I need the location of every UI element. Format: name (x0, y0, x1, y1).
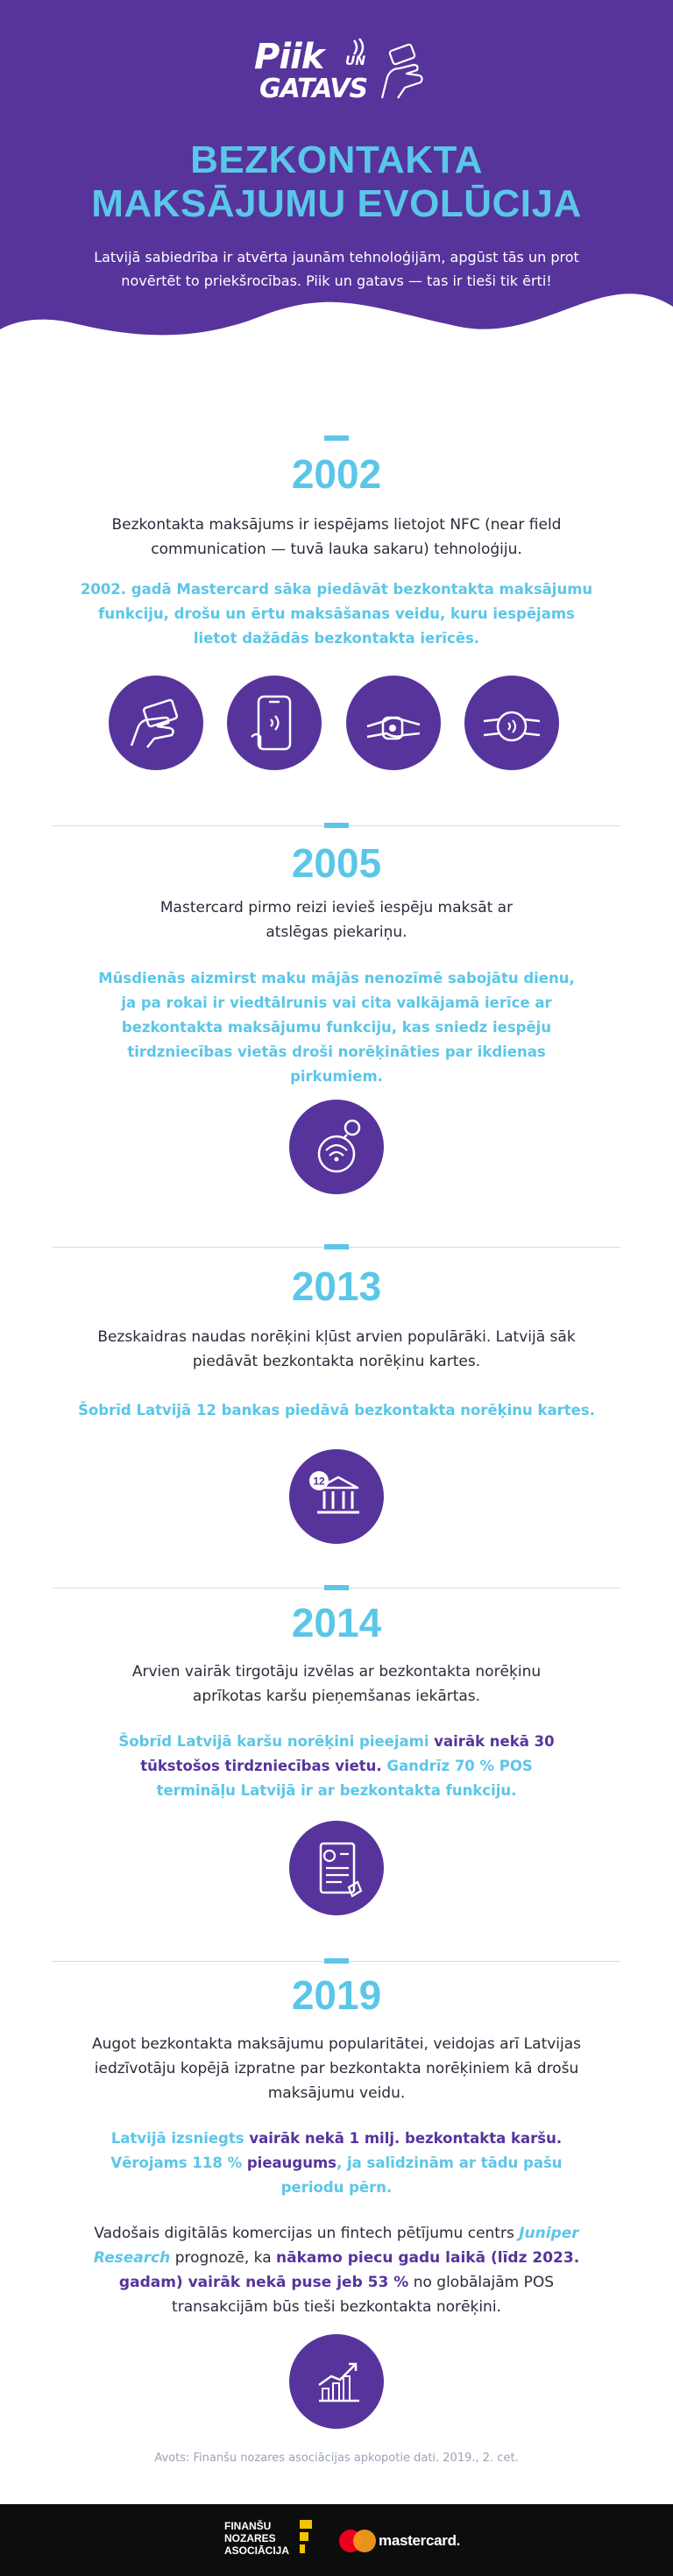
section-2013-highlight: Šobrīd Latvijā 12 bankas piedāvā bezkontakta norēķinu kartes. (78, 1402, 595, 1419)
section-2002-highlight: 2002. gadā Mastercard sāka piedāvāt bezkontakta maksājumu funkciju, drošu un ērtu maksāšanas veidu, kuru iespējams lietot dažādās bezkontakta ierīcēs. (80, 581, 593, 647)
card-in-hand-icon (109, 676, 203, 770)
section-2019-highlight-c: Vērojams 118 % (110, 2155, 247, 2171)
section-2014-highlight-c: Gandrīz 70 % POS termināļu Latvijā ir ar bezkontakta funkciju. (156, 1758, 533, 1799)
section-2002-text: Bezkontakta maksājums ir iespējams lietojot NFC (near field communication — tuvā lauka sakaru) tehnoloģiju. (111, 516, 562, 558)
divider (349, 1247, 620, 1248)
section-2019-text: Augot bezkontakta maksājumu popularitātei, veidojas arī Latvijas iedzīvotāju kopējā izpratne par bezkontakta norēķiniem kā drošu maksājumu veidu. (91, 2035, 582, 2102)
year-2013: 2013 (291, 1263, 382, 1309)
year-2014: 2014 (291, 1600, 382, 1645)
mastercard-logo-icon (338, 2529, 377, 2553)
source-note: Avots: Finanšu nozares asociācijas apkopotie dati. 2019., 2. cet. (154, 2452, 519, 2465)
smartwatch-icon (464, 676, 559, 770)
logo-piik: Piik (254, 37, 324, 77)
section-2013-text: Bezskaidras naudas norēķini kļūst arvien populārāki. Latvijā sāk piedāvāt bezkontakta norēķinu kartes. (97, 1328, 576, 1370)
year-2002: 2002 (291, 451, 382, 497)
section-2014-text: Arvien vairāk tirgotāju izvēlas ar bezkontakta norēķinu aprīkotas karšu pieņemšanas iekārtas. (131, 1663, 542, 1705)
divider (349, 1961, 620, 1962)
section-2019-text2-e: no globālajām POS transakcijām būs tieši bezkontakta norēķini. (172, 2274, 555, 2316)
divider (53, 1588, 324, 1589)
logo-un: UN (345, 54, 366, 68)
year-2005: 2005 (291, 840, 382, 886)
section-2014-highlight-a: Šobrīd Latvijā karšu norēķini pieejami (118, 1733, 435, 1750)
smartphone-icon (227, 676, 322, 770)
fno-logo-text (224, 2520, 289, 2557)
section-2014-highlight-b: vairāk nekā 30 tūkstošos tirdzniecības vietu. (140, 1733, 555, 1774)
wristband-icon (346, 676, 441, 770)
growth-chart-icon (289, 2334, 384, 2429)
divider (53, 825, 324, 826)
section-2019-highlight-b: vairāk nekā 1 milj. bezkontakta karšu. (249, 2130, 563, 2147)
hand-card-icon (375, 42, 431, 103)
divider (83, 438, 592, 439)
main-title-line2: MAKSĀJUMU EVOLŪCIJA (91, 182, 582, 225)
section-2019-highlight-d: pieaugums (246, 2155, 336, 2171)
section-2019-highlight (88, 2127, 585, 2200)
divider (53, 1247, 324, 1248)
section-2019-highlight-a: Latvijā izsniegts (110, 2130, 250, 2147)
section-2005-text: Mastercard pirmo reizi ievieš iespēju maksāt ar atslēgas piekariņu. (159, 899, 514, 941)
section-dash (324, 1958, 349, 1964)
mastercard-wordmark: mastercard. (379, 2532, 461, 2549)
section-dash (324, 1244, 349, 1249)
divider (349, 1588, 620, 1589)
fno-logo-mark-icon (300, 2520, 312, 2558)
juniper-research: Juniper Research (93, 2225, 579, 2267)
pos-receipt-icon (289, 1821, 384, 1915)
section-2019-text2-a: Vadošais digitālās komercijas un fintech pētījumu centrs (94, 2225, 520, 2242)
logo-gatavs: GATAVS (259, 74, 368, 104)
fno-line3: ASOCIĀCIJA (224, 2544, 290, 2557)
intro-text: Latvijā sabiedrība ir atvērta jaunām tehnoloģijām, apgūst tās un prot novērtēt to priekšrocības. Piik un gatavs — tas ir tieši tik ērti! (94, 249, 579, 289)
main-title (0, 138, 673, 226)
section-2019-text2 (75, 2221, 598, 2319)
year-2019: 2019 (291, 1972, 382, 2018)
section-2005-highlight: Mūsdienās aizmirst maku mājās nenozīmē sabojātu dienu, ja pa rokai ir viedtālrunis vai cita valkājamā ierīce ar bezkontakta maksājumu funkciju, kas sniedz iespēju tirdzniecības vietās droši norēķināties par ikdienas pirkumiem. (98, 970, 575, 1085)
section-2019-highlight-e: , ja salīdzinām ar tādu pašu periodu pērn. (280, 2155, 563, 2196)
divider (349, 825, 620, 826)
bank-building-icon (289, 1449, 384, 1544)
fno-line2: NOZARES (224, 2532, 276, 2544)
main-title-line1: BEZKONTAKTA (190, 138, 483, 181)
footer (0, 2504, 673, 2576)
header-banner (0, 0, 673, 350)
bank-count-badge: 12 (313, 1475, 325, 1488)
key-fob-icon (289, 1100, 384, 1194)
section-2019-text2-c: prognozē, ka (170, 2249, 277, 2267)
piik-un-gatavs-logo (254, 37, 429, 116)
section-2019-text2-d: nākamo piecu gadu laikā (līdz 2023. gadam) vairāk nekā puse jeb 53 % (118, 2249, 580, 2291)
divider (53, 1961, 324, 1962)
section-dash (324, 823, 349, 828)
fno-line1: FINANŠU (224, 2520, 272, 2532)
section-dash (324, 1585, 349, 1590)
section-2014-highlight (103, 1730, 570, 1803)
